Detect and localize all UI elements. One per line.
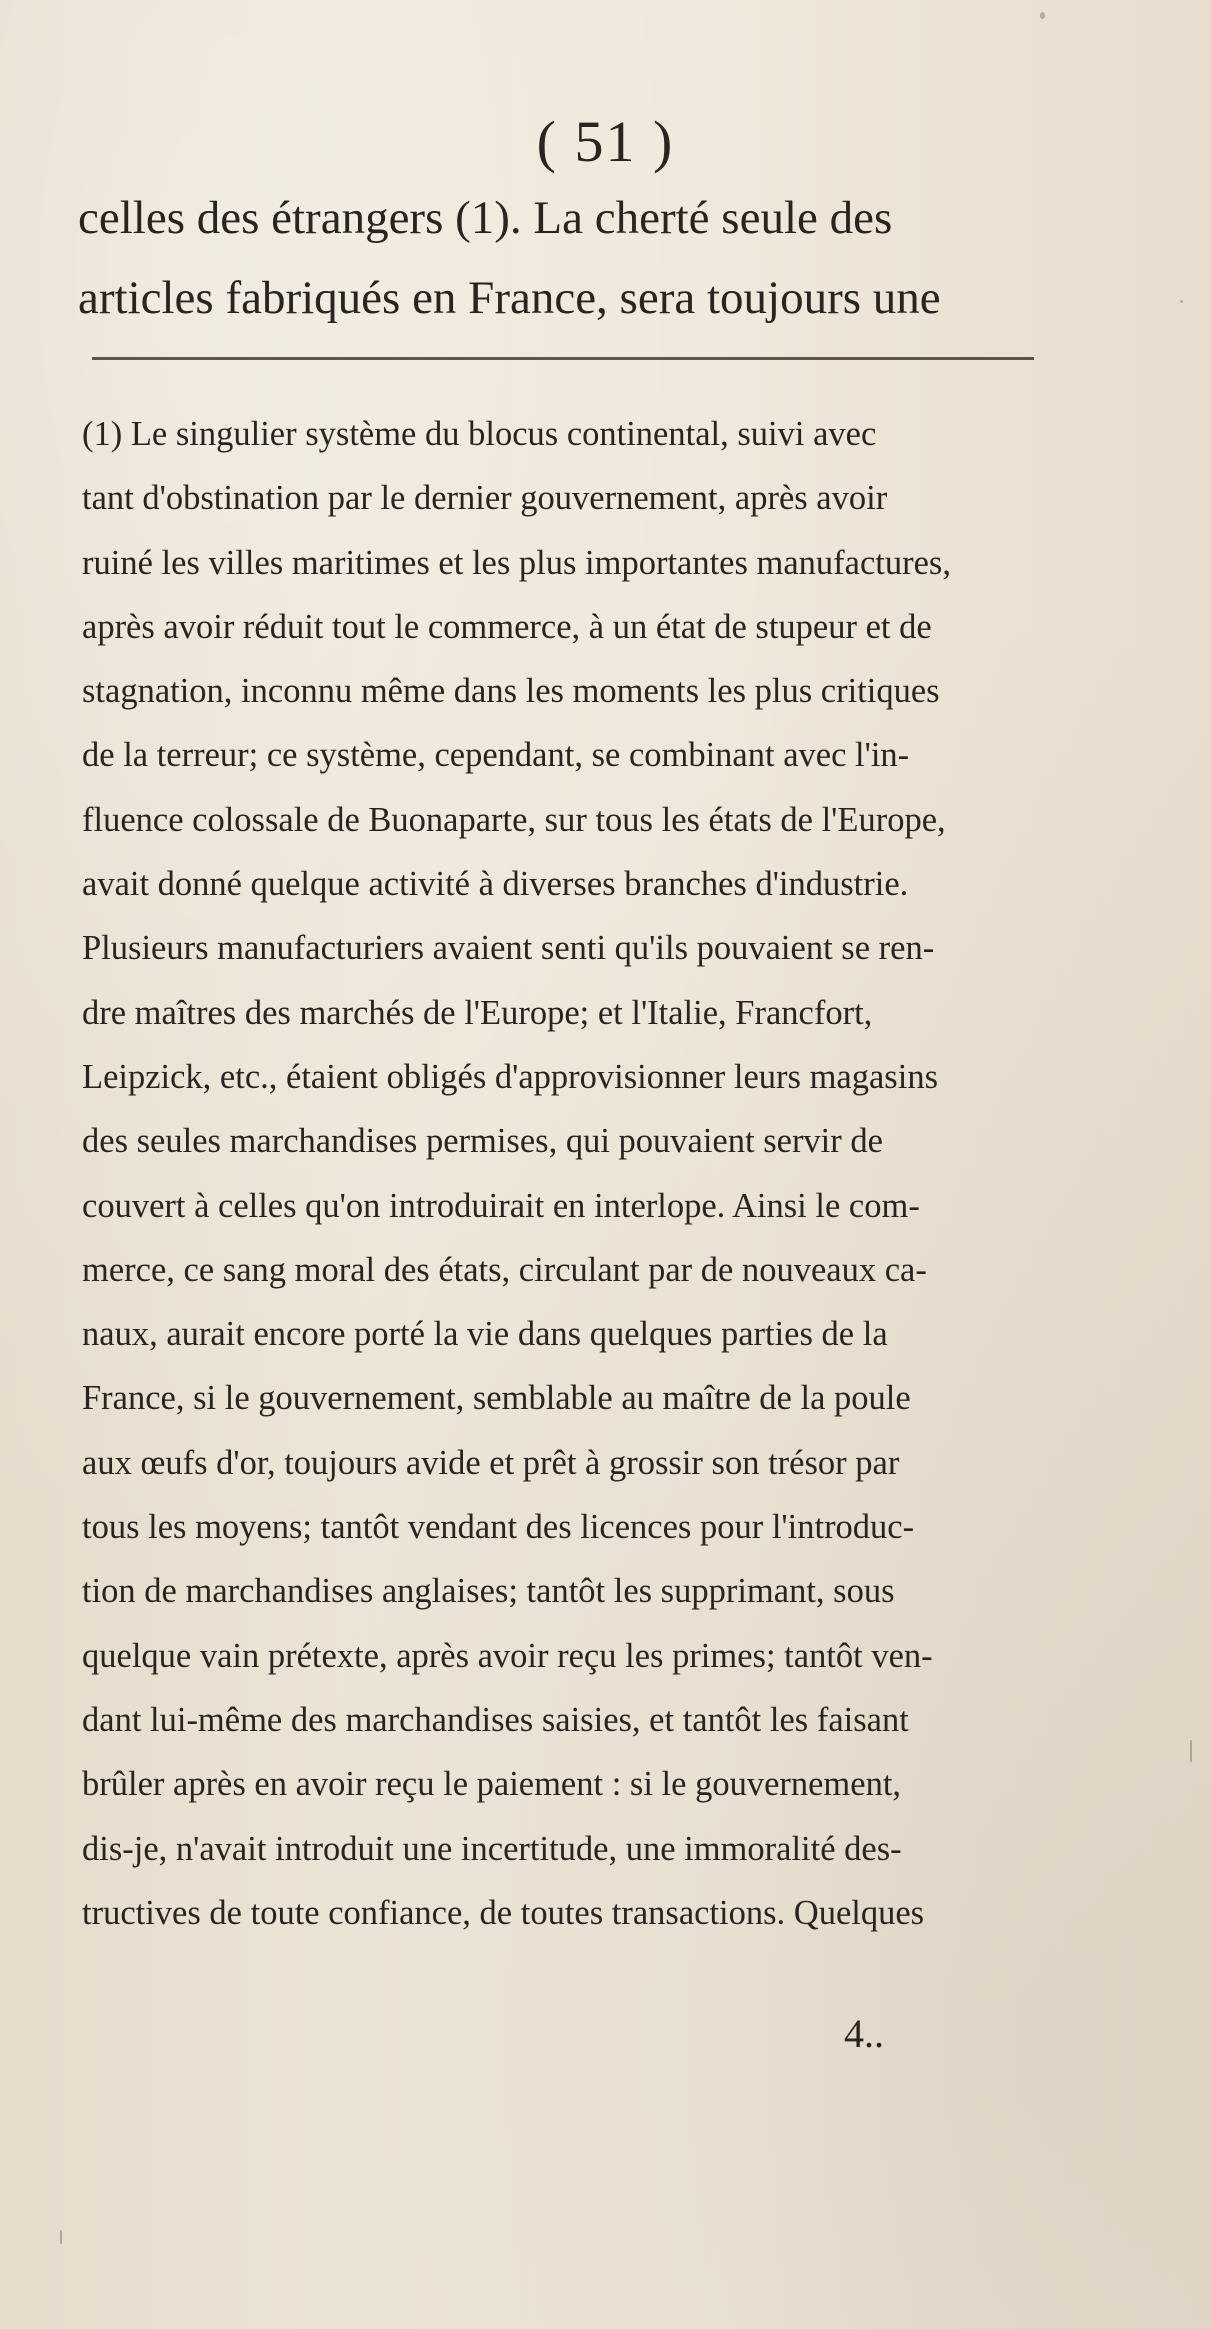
footnote-line: Leipzick, etc., étaient obligés d'approvisionner leurs magasins	[82, 1057, 938, 1096]
footnote-line: brûler après en avoir reçu le paiement : si le gouvernement,	[82, 1765, 902, 1804]
paper-speck	[1040, 12, 1045, 19]
footnote-line: fluence colossale de Buonaparte, sur tous les états de l'Europe,	[82, 800, 946, 839]
main-text-line: celles des étrangers (1). La cherté seule des	[78, 192, 893, 244]
footnote-line: couvert à celles qu'on introduirait en interlope. Ainsi le com-	[82, 1186, 920, 1225]
footnote-line: merce, ce sang moral des états, circulant par de nouveaux ca-	[82, 1250, 927, 1289]
footnote-line: dis-je, n'avait introduit une incertitude, une immoralité des-	[82, 1829, 902, 1868]
footnote-line: après avoir réduit tout le commerce, à un état de stupeur et de	[82, 607, 932, 646]
signature-mark: 4..	[844, 2011, 884, 2056]
footnote	[82, 402, 1042, 1945]
footnote-line: France, si le gouvernement, semblable au maître de la poule	[82, 1379, 911, 1418]
footnote-line: tructives de toute confiance, de toutes transactions. Quelques	[82, 1893, 925, 1932]
footnote-line: stagnation, inconnu même dans les moments les plus critiques	[82, 672, 940, 711]
footnote-line: dant lui-même des marchandises saisies, et tantôt les faisant	[82, 1700, 909, 1739]
footnote-line: naux, aurait encore porté la vie dans quelques parties de la	[82, 1315, 888, 1354]
footnote-divider	[92, 357, 1034, 360]
footnote-line: dre maîtres des marchés de l'Europe; et l'Italie, Francfort,	[82, 993, 873, 1032]
footnote-line: aux œufs d'or, toujours avide et prêt à grossir son trésor par	[82, 1443, 900, 1482]
paper-speck	[60, 2230, 62, 2244]
footnote-line: tous les moyens; tantôt vendant des licences pour l'introduc-	[82, 1508, 915, 1547]
paper-speck	[1180, 300, 1183, 303]
footnote-line: avait donné quelque activité à diverses branches d'industrie.	[82, 865, 909, 904]
main-text-line: articles fabriqués en France, sera toujours une	[78, 272, 941, 324]
footnote-line: des seules marchandises permises, qui pouvaient servir de	[82, 1122, 883, 1161]
footnote-line: tant d'obstination par le dernier gouvernement, après avoir	[82, 479, 888, 518]
footnote-line: ruiné les villes maritimes et les plus importantes manufactures,	[82, 543, 951, 582]
footnote-line: tion de marchandises anglaises; tantôt les supprimant, sous	[82, 1572, 895, 1611]
footnote-line: de la terreur; ce système, cependant, se combinant avec l'in-	[82, 736, 910, 775]
paper-speck	[1190, 1740, 1192, 1762]
footnote-line: quelque vain prétexte, après avoir reçu les primes; tantôt ven-	[82, 1636, 933, 1675]
footnote-line: Plusieurs manufacturiers avaient senti qu'ils pouvaient se ren-	[82, 929, 935, 968]
footnote-line: (1) Le singulier système du blocus continental, suivi avec	[82, 415, 877, 453]
page-number: ( 51 )	[536, 109, 675, 174]
